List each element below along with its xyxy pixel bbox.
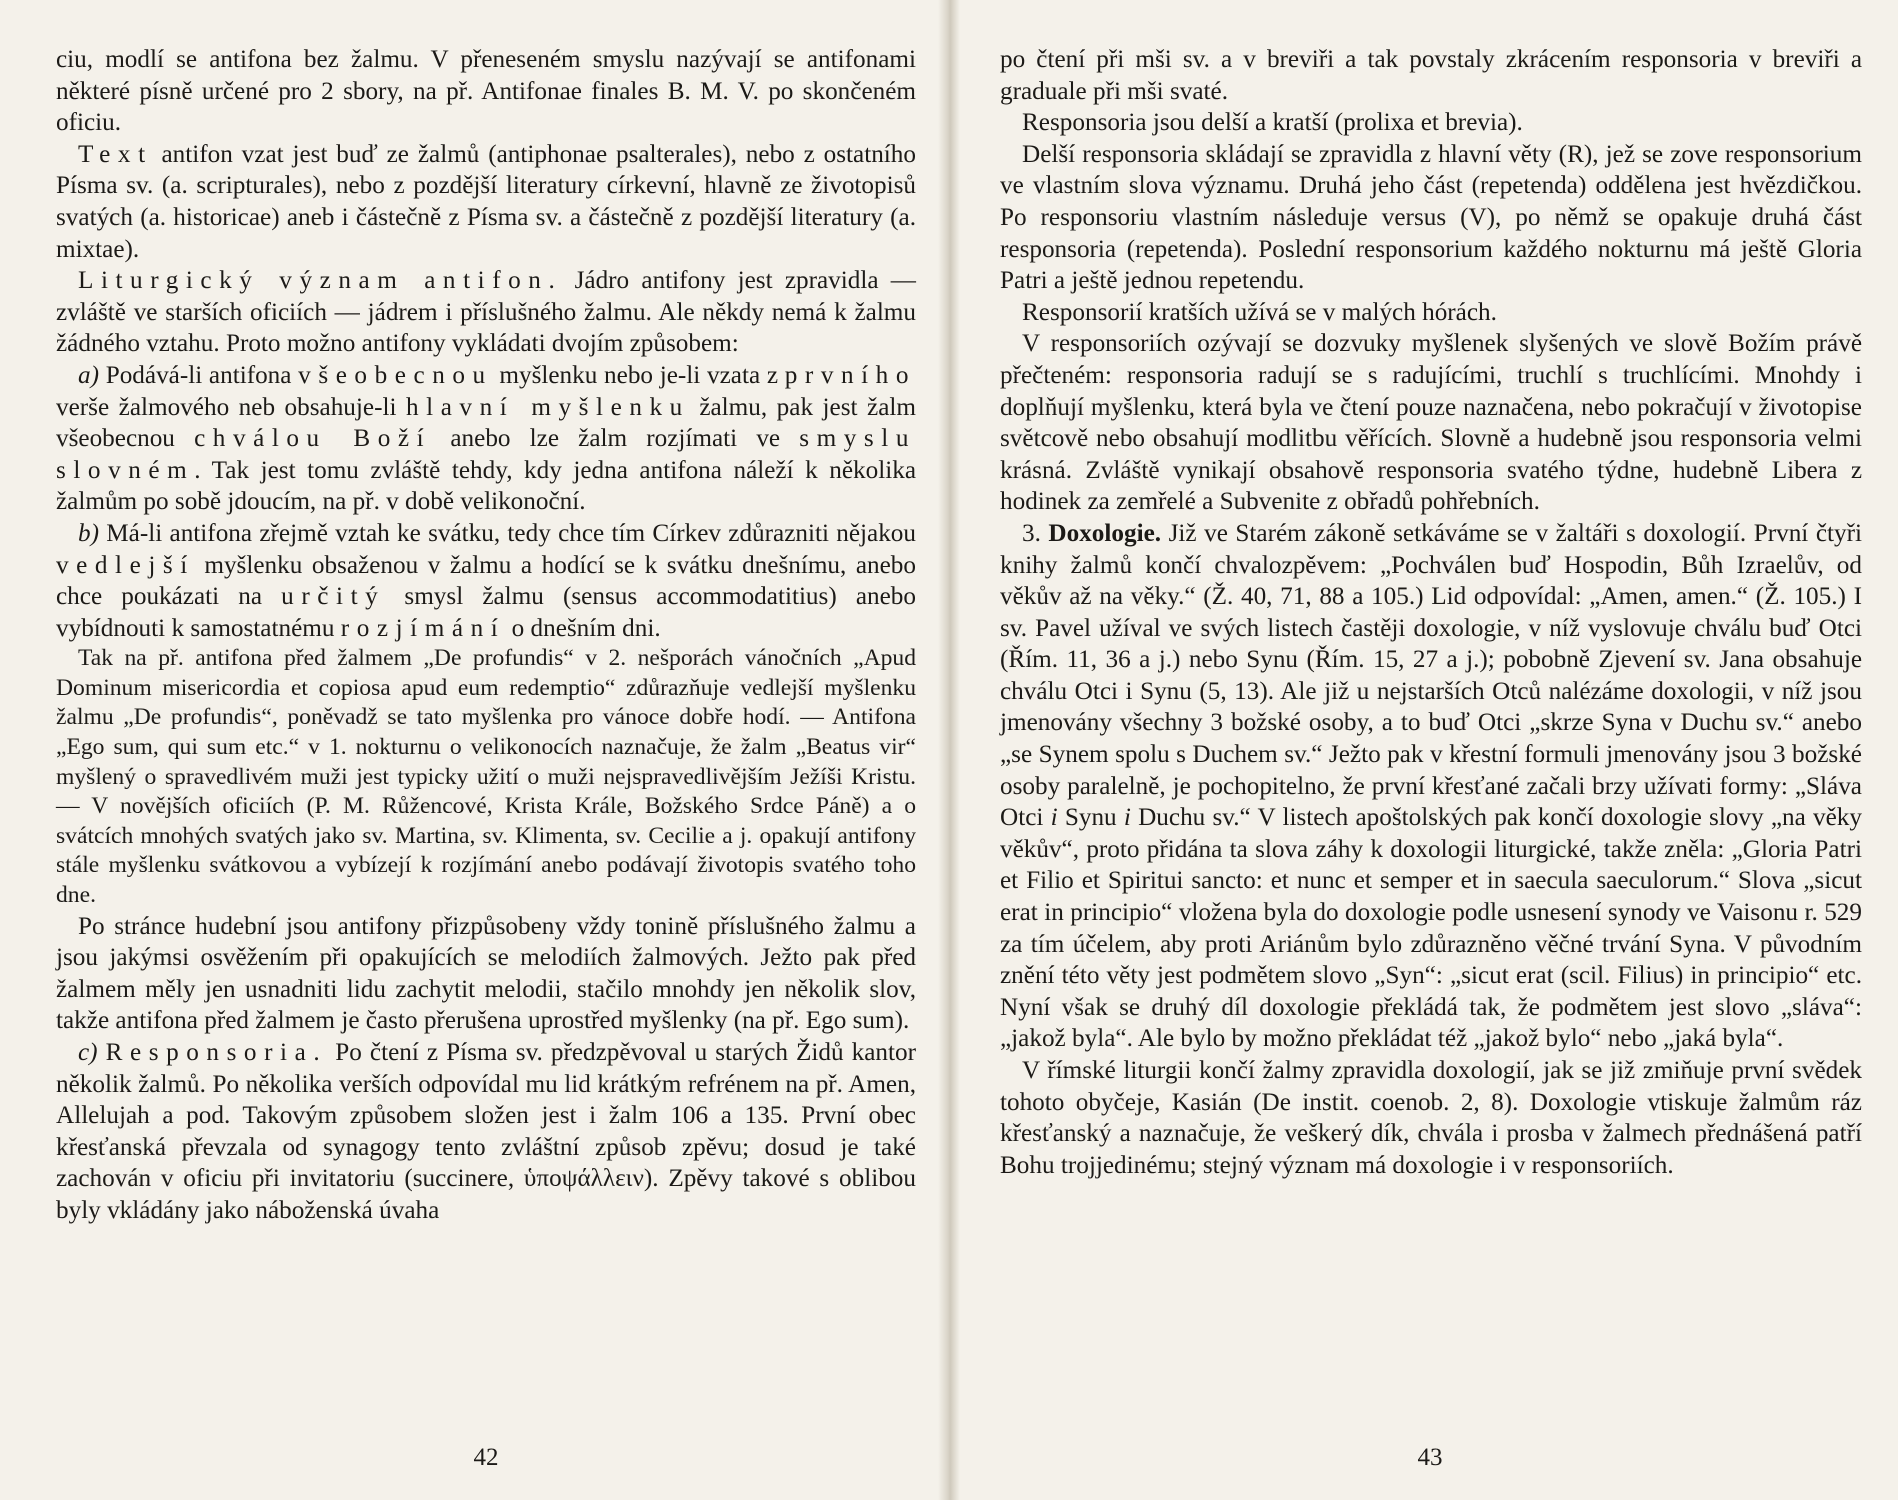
text-run: . Tak jest tomu zvláště tehdy, kdy jedna antifona náleží k několika žalmům po sobě jdoucím, na př. v době velikonoční. (56, 456, 916, 516)
text-run: ciu, modlí se antifona bez žalmu. V přeneseném smyslu nazývají se antifonami některé písně určené pro 2 sbory, na př. Antifonae finales B. M. V. po skončeném oficiu. (56, 46, 916, 137)
paragraph (1000, 1055, 1862, 1181)
paragraph (1000, 139, 1862, 297)
text-run: i (1050, 804, 1058, 832)
text-run: verše žalmového neb obsahuje-li (56, 393, 406, 421)
text-run: Duchu sv.“ V listech apoštolských pak končí doxologie slovy „na věky věkův“, proto přidána ta slova záhy k doxologii liturgické, takže zněla: „Gloria Patri et Filio et Spiritui sancto: et nunc et semper et in saecula saeculorum.“ Slova „sicut erat in principio“ vložena byla do doxologie podle usnesení synody ve Vaisonu r. 529 za tím účelem, aby proti Ariánům bylo zdůrazněno věčné trvání Syna. V původním znění této věty jest podmětem slovo „Syn“: „sicut erat (scil. Filius) in principio“ etc. Nyní však se druhý díl doxologie překládá tak, že podmětem jest slovo „sláva“: „jakož byla“. Ale bylo by možno překládat též „jakož bylo“ nebo „jaká byla“. (1000, 804, 1862, 1053)
text-run: a) (78, 361, 99, 389)
text-run: myšlenku obsaženou v žalmu a hodící se k svátku dnešnímu, anebo chce poukázati na (56, 551, 916, 611)
paragraph (1000, 328, 1862, 518)
text-run: Responsoria. (105, 1039, 328, 1066)
text-run: Synu (1057, 804, 1124, 832)
text-run: Podává-li antifona (98, 361, 299, 389)
text-run: Jádro antifony jest zpravidla — zvláště ve starších oficiích — jádrem i příslušného žalmu. Ale někdy nemá k žalmu žádného vztahu. Proto možno antifony vykládati dvojím způsobem: (56, 267, 916, 358)
text-run: Již ve Starém zákoně setkáváme se v žaltáři s doxologií. První čtyři knihy žalmů končí chvalozpěvem: „Pochválen buď Hospodin, Bůh Izraelův, od věkův až na věky.“ (Ž. 40, 71, 88 a 105.) Lid odpovídal: „Amen, amen.“ (Ž. 105.) I sv. Pavel užíval ve svých listech častěji doxologie, v níž vyslovuje chválu buď Otci (Řím. 11, 36 a j.) nebo Synu (Řím. 15, 27 a j.); pobobně Zjevení sv. Jana obsahuje chválu Otci i Synu (5, 13). Ale již u nejstarších Otců nalézáme doxologii, v níž jsou jmenovány všechny 3 božské osoby, a to buď Otci „skrze Syna v Duchu sv.“ anebo „se Synem spolu s Duchem sv.“ Ježto pak v křestní formuli jmenovány jsou 3 božské osoby paralelně, je pochopitelno, že první křesťané začali brzy užívati formy: „Sláva Otci (1000, 519, 1862, 832)
paragraph (56, 1037, 916, 1227)
left-page-text (56, 44, 916, 1227)
text-run (98, 1039, 106, 1066)
text-run: vedlejší (56, 551, 195, 579)
right-page-number: 43 (1417, 1444, 1443, 1471)
text-run: po čtení při mši sv. a v breviři a tak povstaly zkrácením responsoria v breviři a graduale při mši svaté. (1000, 46, 1862, 105)
text-run: 3. (1022, 519, 1049, 547)
paragraph (56, 644, 916, 910)
paragraph (56, 518, 916, 644)
text-run: smyslu slovném (56, 425, 916, 484)
text-run: V responsoriích ozývají se dozvuky myšlenek slyšených ve slově Božím právě přečteném: responsoria radují se s radujícími, truchlí s truchlícími. Mnohdy i doplňují myšlenku, která byla ve čtení pouze naznačena, nebo pokračují v životopise světcově nebo obsahují modlitbu věřících. Slovně a hudebně jsou responsoria velmi krásná. Zvláště vynikají obsahově responsoria svatého týdne, hudebně Libera z hodinek za zemřelé a Subvenite z obřadů pohřebních. (1000, 330, 1862, 516)
text-run: všeobecnou (298, 361, 493, 389)
left-page-number: 42 (473, 1444, 499, 1471)
text-run: Liturgický význam antifon. (78, 267, 563, 295)
text-run: prvního (784, 361, 916, 389)
book-gutter (938, 0, 960, 1500)
paragraph (1000, 44, 1862, 107)
text-run: Tak na př. antifona před žalmem „De profundis“ v 2. nešporách vánočních „Apud Dominum misericordia et copiosa apud eum redemptio“ zdůrazňuje vedlejší myšlenku žalmu „De profundis“, poněvadž se tato myšlenka pro vánoce dobře hodí. — Antifona „Ego sum, qui sum etc.“ v 1. nokturnu o velikonocích naznačuje, že žalm „Beatus vir“ myšlený o spravedlivém muži jest typicky užití o muži nejspravedlivějším Ježíši Kristu. — V novějších oficiích (P. M. Růžencové, Krista Krále, Božského Srdce Páně) a o svátcích mnohých svatých jako sv. Martina, sv. Klimenta, sv. Cecilie a j. opakují antifony stále myšlenku svátkovou a vybízejí k rozjímání anebo podávají životopis svatého toho dne. (56, 645, 916, 909)
text-run: i (1123, 804, 1131, 832)
paragraph (56, 360, 916, 518)
text-run: V římské liturgii končí žalmy zpravidla doxologií, jak se již zmiňuje první svědek tohoto obyčeje, Kasián (De instit. coenob. 2, 8). Doxologie vtiskuje žalmům ráz křesťanský a naznačuje, že veškerý dík, chvála i prosba v žalmech přednášená patří Bohu trojjedinému; stejný význam má doxologie i v responsoriích. (1000, 1057, 1862, 1179)
text-run: smysl žalmu (sensus accommodatitius) anebo vybídnouti k samostatnému (56, 583, 916, 642)
paragraph (1000, 107, 1862, 139)
text-run: Responsoria jsou delší a kratší (prolixa et brevia). (1022, 109, 1523, 137)
paragraph (1000, 297, 1862, 329)
text-run: Má-li antifona zřejmě vztah ke svátku, tedy chce tím Církev zdůrazniti nějakou (98, 519, 916, 547)
text-run: Po stránce hudební jsou antifony přizpůsobeny vždy tonině příslušného žalmu a jsou jakýmsi osvěžením při opakujících se melodiích žalmových. Ježto pak před žalmem měly jen usnadniti lidu zachytit melodii, stačilo mnohdy jen několik slov, takže antifona před žalmem je často přerušena uprostřed myšlenky (na př. Ego sum). (56, 912, 916, 1035)
paragraph (56, 265, 916, 360)
text-run: c) (78, 1039, 98, 1066)
text-run: rozjímání (340, 614, 506, 642)
right-page (1000, 44, 1862, 1181)
text-run: o dnešním dni. (505, 614, 661, 642)
text-run: myšlenku nebo je-li vzata z (492, 361, 785, 389)
text-run: Po čtení z Písma sv. předzpěvoval u starých Židů kantor několik žalmů. Po několika verších odpovídal mu lid krátkým refrénem na př. Amen, Allelujah a pod. Takovým způsobem složen jest i žalm 106 a 135. První obec křesťanská převzala od synagogy tento zvláštní způsob zpěvu; dosud je také zachován v oficiu při invitatoriu (succinere, ὑποψάλλειν). Zpěvy takové s oblibou byly vkládány jako náboženská úvaha (56, 1039, 917, 1224)
paragraph (56, 139, 916, 265)
text-run: žalmu, pak jest žalm všeobecnou (56, 393, 916, 453)
text-run: chválou Boží (194, 425, 432, 453)
text-run: b) (78, 519, 99, 547)
paragraph (1000, 518, 1862, 1055)
left-page (56, 44, 916, 1227)
text-run: antifon vzat jest buď ze žalmů (antiphonae psalterales), nebo z ostatního Písma sv. (a. scripturales), nebo z pozdější literatury církevní, hlavně ze životopisů svatých (a. historicae) aneb i částečně z Písma sv. a částečně z pozdější literatury (a. mixtae). (56, 140, 916, 263)
text-run: anebo lze žalm rozjímati ve (431, 425, 800, 453)
text-run: Doxologie. (1048, 519, 1162, 547)
text-run: Responsorií kratších užívá se v malých hórách. (1022, 298, 1497, 326)
text-run: Delší responsoria skládají se zpravidla z hlavní věty (R), jež se zove responsorium ve vlastním slova významu. Druhá jeho část (repetenda) oddělena jest hvězdičkou. Po responsoriu vlastním následuje versus (V), po němž se opakuje druhá část responsoria (repetenda). Poslední responsorium každého nokturnu má ještě Gloria Patri a ještě jednou repetendu. (1000, 140, 1862, 295)
paragraph (56, 44, 916, 139)
right-page-text (1000, 44, 1862, 1181)
text-run: Text (78, 140, 153, 168)
text-run: určitý (281, 583, 386, 611)
text-run: hlavní myšlenku (405, 393, 690, 421)
paragraph (56, 911, 916, 1037)
